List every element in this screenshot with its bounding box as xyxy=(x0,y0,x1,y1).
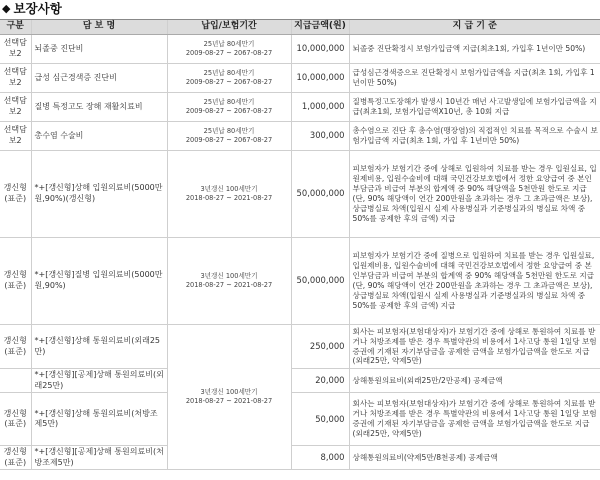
row-name: *+[갱신형]상해 통원의료비(처방조제5만) xyxy=(31,393,167,446)
table-row xyxy=(0,93,600,122)
row-basis: 질병특정고도장해가 발생시 10년간 매년 사고발생일에 보험가입금액을 지급(최초1회, 보험가입금액X10년, 총 10회 지급 xyxy=(349,93,600,122)
row-name: 뇌졸중 진단비 xyxy=(31,35,167,64)
period-dates: 2009-08-27 ~ 2067-08-27 xyxy=(185,136,273,144)
row-basis: 피보험자가 보험기간 중에 질병으로 입원하여 치료를 받는 경우 입원실료, 입원제비용, 입원수술비에 대해 국민건강보호법에서 정한 요양급여 중 본인부담금과 비급여 부분의 합계액 중 90% 해당액을 5천만원 한도로 지급 (단, 90% 해당액이 연간 200만원을 초과하는 경우 그 초과금액은 보상), 상급병실료 차액(입원시 실제 사용병실과 기준병실과의 병실료 차액 중 50%를 공제한 후의 금액) 지급 xyxy=(349,238,600,325)
period-term: 25년납 80세만기 xyxy=(203,40,255,49)
row-type xyxy=(0,369,31,393)
period-dates: 2018-08-27 ~ 2021-08-27 xyxy=(185,194,273,202)
row-amount: 300,000 xyxy=(291,122,349,151)
row-name: 질병 특정고도 장해 재활치료비 xyxy=(31,93,167,122)
row-basis: 회사는 피보험자(보험대상자)가 보험기간 중에 상해로 통원하여 치료를 받거나 처방조제를 받은 경우 특별약관의 비용에서 1사고당 통원 1일당 보험증권에 기재된 자기부담금을 공제한 금액을 보험가입금액을 한도로 지급(외래25만, 약제5만) xyxy=(349,393,600,446)
row-type: 갱신형(표준) xyxy=(0,325,31,369)
row-name: *+[갱신형][공제]상해 통원의료비(처방조제5만) xyxy=(31,446,167,470)
row-name: *+[갱신형][공제]상해 통원의료비(외래25만) xyxy=(31,369,167,393)
period-term: 25년납 80세만기 xyxy=(203,127,255,136)
period-term: 25년납 80세만기 xyxy=(203,69,255,78)
period-term: 3년갱신 100세만기 xyxy=(200,388,258,397)
row-amount: 8,000 xyxy=(291,446,349,470)
row-type: 갱신형(표준) xyxy=(0,393,31,446)
header-name: 담 보 명 xyxy=(31,20,167,35)
row-name: *+[갱신형]질병 입원의료비(5000만원,90%) xyxy=(31,238,167,325)
table-row xyxy=(0,64,600,93)
table-row xyxy=(0,393,600,446)
coverage-table xyxy=(0,19,600,470)
row-amount: 50,000,000 xyxy=(291,238,349,325)
row-amount: 50,000 xyxy=(291,393,349,446)
row-type: 갱신형(표준) xyxy=(0,151,31,238)
row-period xyxy=(167,238,291,325)
row-period xyxy=(167,93,291,122)
period-term: 25년납 80세만기 xyxy=(203,98,255,107)
row-name: *+[갱신형]상해 통원의료비(외래25만) xyxy=(31,325,167,369)
period-term: 3년갱신 100세만기 xyxy=(200,272,258,281)
table-row xyxy=(0,325,600,369)
row-basis: 상해통원의료비(약제5만/8천공제) 공제금액 xyxy=(349,446,600,470)
table-row xyxy=(0,122,600,151)
row-basis: 총수염으로 진단 후 총수염(맹장염)의 직접적인 치료를 목적으로 수술시 보험가입금액 지급(최초 1회, 가입 후 1년미만 50%) xyxy=(349,122,600,151)
row-type: 갱신형(표준) xyxy=(0,238,31,325)
section-title-text: 보장사항 xyxy=(13,0,62,16)
table-row xyxy=(0,151,600,238)
row-type: 선택담보2 xyxy=(0,93,31,122)
row-type: 선택담보2 xyxy=(0,64,31,93)
row-amount: 20,000 xyxy=(291,369,349,393)
table-row xyxy=(0,35,600,64)
row-period xyxy=(167,64,291,93)
section-title xyxy=(2,0,62,18)
period-dates: 2009-08-27 ~ 2067-08-27 xyxy=(185,78,273,86)
row-basis: 뇌졸중 진단확정시 보험가입금액 지급(최초1회, 가입후 1년이만 50%) xyxy=(349,35,600,64)
table-row xyxy=(0,238,600,325)
row-period xyxy=(167,122,291,151)
table-row xyxy=(0,369,600,393)
header-amount: 지급금액(원) xyxy=(291,20,349,35)
period-dates: 2009-08-27 ~ 2067-08-27 xyxy=(185,49,273,57)
diamond-bullet-icon: ◆ xyxy=(2,1,11,15)
row-name: *+[갱신형]상해 입원의료비(5000만원,90%)(갱신형) xyxy=(31,151,167,238)
row-amount: 1,000,000 xyxy=(291,93,349,122)
period-dates: 2018-08-27 ~ 2021-08-27 xyxy=(185,281,273,289)
row-amount: 50,000,000 xyxy=(291,151,349,238)
row-period xyxy=(167,151,291,238)
row-type: 선택담보2 xyxy=(0,35,31,64)
row-type: 선택담보2 xyxy=(0,122,31,151)
group-period xyxy=(167,325,291,470)
row-name: 총수염 수술비 xyxy=(31,122,167,151)
row-type: 갱신형(표준) xyxy=(0,446,31,470)
header-period: 납입/보험기간 xyxy=(167,20,291,35)
row-basis: 피보험자가 보험기간 중에 상해로 입원하여 치료를 받는 경우 입원실료, 입원제비용, 입원수술비에 대해 국민건강보호법에서 정한 요양급여 중 본인부담금과 비급여 부분의 합계액 중 90% 해당액을 5천만원 한도로 지급 (단, 90% 해당액이 연간 200만원을 초과하는 경우 그 초과금액은 보상), 상급병실료 차액(입원시 실제 사용병실과 기준병실과의 병실료 차액 중 50%를 공제한 후의 금액) 지급 xyxy=(349,151,600,238)
row-basis: 급성심근경색증으로 진단확정시 보험가입금액을 지급(최초 1회, 가입후 1년이만 50%) xyxy=(349,64,600,93)
period-dates: 2009-08-27 ~ 2067-08-27 xyxy=(185,107,273,115)
row-basis: 상해통원의료비(외래25만/2만공제) 공제금액 xyxy=(349,369,600,393)
table-header-row xyxy=(0,20,600,35)
row-amount: 10,000,000 xyxy=(291,64,349,93)
header-type: 구분 xyxy=(0,20,31,35)
header-basis: 지 급 기 준 xyxy=(349,20,600,35)
row-basis: 회사는 피보험자(보험대상자)가 보험기간 중에 상해로 통원하여 치료를 받거나 처방조제를 받은 경우 특별약관의 비용에서 1사고당 통원 1일당 보험증권에 기재된 자기부담금을 공제한 금액을 보험가입금액을 한도로 지급(외래25만, 약제5만) xyxy=(349,325,600,369)
row-period xyxy=(167,35,291,64)
row-name: 급성 심근경색증 진단비 xyxy=(31,64,167,93)
row-amount: 250,000 xyxy=(291,325,349,369)
period-term: 3년갱신 100세만기 xyxy=(200,185,258,194)
row-amount: 10,000,000 xyxy=(291,35,349,64)
period-dates: 2018-08-27 ~ 2021-08-27 xyxy=(185,397,273,406)
table-row xyxy=(0,446,600,470)
